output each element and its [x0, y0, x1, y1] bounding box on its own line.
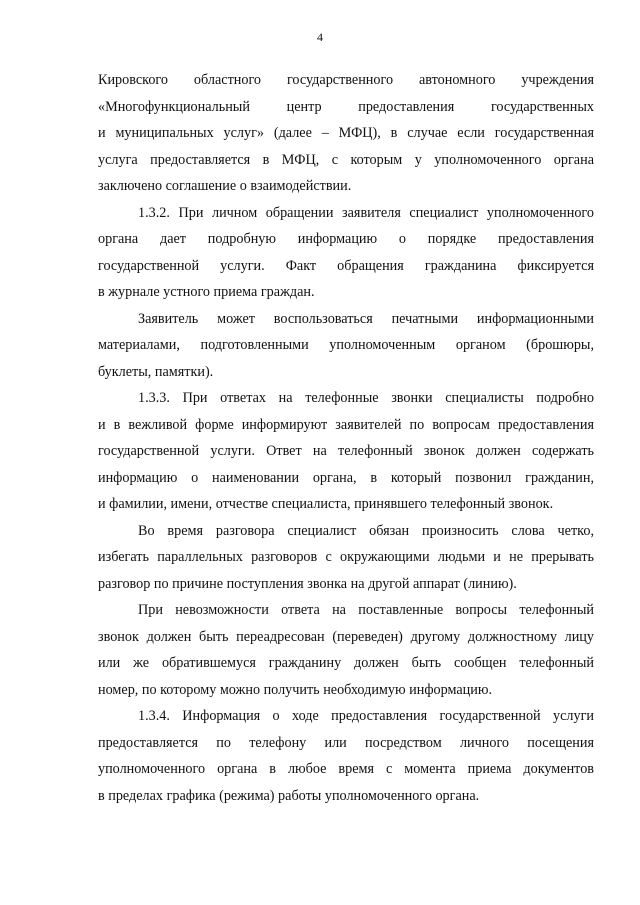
paragraph-1-3-2	[98, 200, 594, 306]
text-line: материалами, подготовленными уполномоченным органом (брошюры,	[98, 337, 594, 353]
text-line: заключено соглашение о взаимодействии.	[98, 178, 352, 194]
text-line: уполномоченного органа в любое время с момента приема документов	[98, 761, 594, 777]
text-line: государственной услуги. Ответ на телефонный звонок должен содержать	[98, 443, 594, 459]
text-line: услуга предоставляется в МФЦ, с которым у уполномоченного органа	[98, 151, 594, 168]
text-line: или же обратившемуся гражданину должен быть сообщен телефонный	[98, 655, 594, 671]
text-line: номер, по которому можно получить необходимую информацию.	[98, 681, 492, 698]
paragraph-applicant-materials	[98, 306, 594, 386]
paragraph-continuation	[98, 67, 594, 200]
text-line: в пределах графика (режима) работы уполномоченного органа.	[98, 787, 480, 804]
text-line: 1.3.4. Информация о ходе предоставления государственной услуги	[138, 708, 594, 724]
text-line: буклеты, памятки).	[98, 363, 214, 380]
text-line: 1.3.2. При личном обращении заявителя специалист уполномоченного	[138, 204, 594, 221]
text-line: разговор по причине поступления звонка на другой аппарат (линию).	[98, 575, 517, 592]
text-line: При невозможности ответа на поставленные вопросы телефонный	[138, 602, 594, 618]
text-line: и в вежливой форме информируют заявителей по вопросам предоставления	[98, 416, 594, 433]
text-line: информацию о наименовании органа, в который позвонил гражданин,	[98, 469, 594, 486]
paragraph-1-3-3	[98, 385, 594, 518]
paragraph-conversation	[98, 518, 594, 598]
paragraph-redirect	[98, 597, 594, 703]
text-line: государственной услуги. Факт обращения гражданина фиксируется	[98, 257, 594, 274]
text-line: и муниципальных услуг» (далее – МФЦ), в случае если государственная	[98, 125, 594, 141]
text-line: избегать параллельных разговоров с окружающими людьми и не прерывать	[98, 549, 594, 565]
text-line: Кировского областного государственного автономного учреждения	[98, 72, 594, 88]
paragraph-1-3-4	[98, 703, 594, 809]
text-line: и фамилии, имени, отчестве специалиста, принявшего телефонный звонок.	[98, 496, 554, 512]
text-line: «Многофункциональный центр предоставления государственных	[98, 98, 594, 115]
text-line: Заявитель может воспользоваться печатными информационными	[138, 310, 594, 327]
document-body	[98, 67, 594, 809]
text-line: органа дает подробную информацию о порядке предоставления	[98, 231, 594, 247]
text-line: в журнале устного приема граждан.	[98, 284, 315, 300]
text-line: предоставляется по телефону или посредством личного посещения	[98, 734, 594, 751]
text-line: 1.3.3. При ответах на телефонные звонки специалисты подробно	[138, 390, 594, 406]
page-number: 4	[317, 30, 323, 44]
text-line: звонок должен быть переадресован (переведен) другому должностному лицу	[98, 628, 594, 645]
text-line: Во время разговора специалист обязан произносить слова четко,	[138, 522, 594, 539]
